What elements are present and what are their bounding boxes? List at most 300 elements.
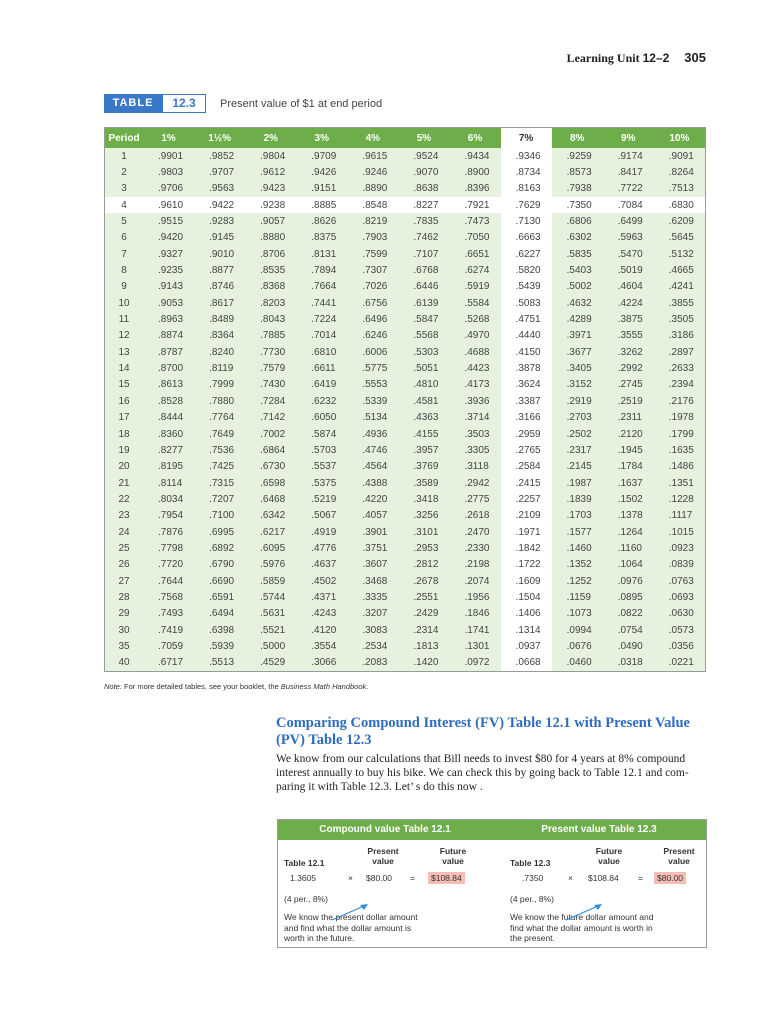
table-row — [105, 279, 706, 295]
table-row — [105, 524, 706, 540]
value-cell: .4057 — [347, 508, 398, 524]
value-cell: .0994 — [552, 622, 603, 638]
table-row — [105, 442, 706, 458]
value-cell: .9346 — [501, 148, 552, 164]
value-cell: .1160 — [603, 540, 654, 556]
value-cell: .7720 — [143, 557, 194, 573]
value-cell: .5019 — [603, 262, 654, 278]
value-cell: .3405 — [552, 360, 603, 376]
column-header: 7% — [501, 128, 552, 149]
value-cell: .9238 — [245, 197, 296, 213]
value-cell: .9707 — [194, 164, 245, 180]
left-future-value: $108.84 — [428, 872, 465, 884]
comparison-header — [278, 820, 706, 840]
value-cell: .8963 — [143, 311, 194, 327]
value-cell: .6496 — [347, 311, 398, 327]
value-cell: .3186 — [654, 328, 706, 344]
value-cell: .8163 — [501, 181, 552, 197]
value-cell: .1799 — [654, 426, 706, 442]
value-cell: .9327 — [143, 246, 194, 262]
column-header: 6% — [449, 128, 500, 149]
table-row — [105, 393, 706, 409]
value-cell: .6139 — [398, 295, 449, 311]
value-cell: .7462 — [398, 230, 449, 246]
value-cell: .6730 — [245, 459, 296, 475]
value-cell: .2502 — [552, 426, 603, 442]
value-cell: .2953 — [398, 540, 449, 556]
value-cell: .3256 — [398, 508, 449, 524]
value-cell: .9709 — [296, 148, 347, 164]
value-cell: .7513 — [654, 181, 706, 197]
value-cell: .0490 — [603, 638, 654, 654]
value-cell: .8131 — [296, 246, 347, 262]
value-cell: .4637 — [296, 557, 347, 573]
value-cell: .1703 — [552, 508, 603, 524]
column-header: 10% — [654, 128, 706, 149]
value-cell: .6690 — [194, 573, 245, 589]
right-equals: = — [638, 873, 643, 883]
value-cell: .7954 — [143, 508, 194, 524]
period-cell: 5 — [105, 213, 144, 229]
value-cell: .6499 — [603, 213, 654, 229]
value-cell: .7100 — [194, 508, 245, 524]
value-cell: .6419 — [296, 377, 347, 393]
value-cell: .6095 — [245, 540, 296, 556]
value-cell: .6717 — [143, 655, 194, 672]
value-cell: .3855 — [654, 295, 706, 311]
value-cell: .1813 — [398, 638, 449, 654]
value-cell: .6246 — [347, 328, 398, 344]
value-cell: .1971 — [501, 524, 552, 540]
value-cell: .0676 — [552, 638, 603, 654]
value-cell: .2897 — [654, 344, 706, 360]
value-cell: .0976 — [603, 573, 654, 589]
value-cell: .8203 — [245, 295, 296, 311]
value-cell: .3066 — [296, 655, 347, 672]
value-cell: .2584 — [501, 459, 552, 475]
value-cell: .3957 — [398, 442, 449, 458]
value-cell: .6598 — [245, 475, 296, 491]
value-cell: .6995 — [194, 524, 245, 540]
value-cell: .0839 — [654, 557, 706, 573]
value-cell: .2942 — [449, 475, 500, 491]
value-cell: .2074 — [449, 573, 500, 589]
period-cell: 6 — [105, 230, 144, 246]
value-cell: .7938 — [552, 181, 603, 197]
value-cell: .5976 — [245, 557, 296, 573]
value-cell: .8240 — [194, 344, 245, 360]
value-cell: .7722 — [603, 181, 654, 197]
value-cell: .2745 — [603, 377, 654, 393]
value-cell: .4423 — [449, 360, 500, 376]
value-cell: .1117 — [654, 508, 706, 524]
value-cell: .1159 — [552, 589, 603, 605]
value-cell: .2311 — [603, 410, 654, 426]
value-cell: .5339 — [347, 393, 398, 409]
table-row — [105, 589, 706, 605]
value-cell: .2257 — [501, 491, 552, 507]
value-cell: .5403 — [552, 262, 603, 278]
value-cell: .9174 — [603, 148, 654, 164]
value-cell: .2394 — [654, 377, 706, 393]
table-row — [105, 606, 706, 622]
value-cell: .2992 — [603, 360, 654, 376]
value-cell: .3083 — [347, 622, 398, 638]
value-cell: .0693 — [654, 589, 706, 605]
value-cell: .5835 — [552, 246, 603, 262]
value-cell: .2678 — [398, 573, 449, 589]
value-cell: .9615 — [347, 148, 398, 164]
value-cell: .2959 — [501, 426, 552, 442]
value-cell: .3624 — [501, 377, 552, 393]
value-cell: .0763 — [654, 573, 706, 589]
value-cell: .4120 — [296, 622, 347, 638]
value-cell: .2519 — [603, 393, 654, 409]
value-cell: .7425 — [194, 459, 245, 475]
value-cell: .3589 — [398, 475, 449, 491]
value-cell: .6342 — [245, 508, 296, 524]
value-cell: .6398 — [194, 622, 245, 638]
value-cell: .8277 — [143, 442, 194, 458]
value-cell: .6663 — [501, 230, 552, 246]
section-title: Comparing Compound Interest (FV) Table 12.1 with Present Value (PV) Table 12.3 — [276, 715, 690, 748]
value-cell: .4388 — [347, 475, 398, 491]
value-cell: .3769 — [398, 459, 449, 475]
value-cell: .8874 — [143, 328, 194, 344]
value-cell: .3468 — [347, 573, 398, 589]
value-cell: .6611 — [296, 360, 347, 376]
column-header: 4% — [347, 128, 398, 149]
column-header: 9% — [603, 128, 654, 149]
value-cell: .7568 — [143, 589, 194, 605]
value-cell: .8528 — [143, 393, 194, 409]
value-cell: .0221 — [654, 655, 706, 672]
value-cell: .3101 — [398, 524, 449, 540]
value-cell: .9053 — [143, 295, 194, 311]
value-cell: .0460 — [552, 655, 603, 672]
value-cell: .0895 — [603, 589, 654, 605]
table-row — [105, 246, 706, 262]
value-cell: .4155 — [398, 426, 449, 442]
value-cell: .7014 — [296, 328, 347, 344]
right-col-b: Present value — [663, 846, 695, 866]
right-explanation: We know the future dollar amount and find what the dollar amount is worth in the present. — [510, 912, 654, 943]
table-row — [105, 328, 706, 344]
value-cell: .2618 — [449, 508, 500, 524]
value-cell: .1842 — [501, 540, 552, 556]
period-cell: 7 — [105, 246, 144, 262]
value-cell: .1352 — [552, 557, 603, 573]
value-cell: .5134 — [347, 410, 398, 426]
value-cell: .6892 — [194, 540, 245, 556]
value-cell: .3207 — [347, 606, 398, 622]
value-cell: .9423 — [245, 181, 296, 197]
right-col-a: Future value — [595, 846, 623, 866]
value-cell: .1264 — [603, 524, 654, 540]
value-cell: .5859 — [245, 573, 296, 589]
value-cell: .6806 — [552, 213, 603, 229]
value-cell: .8700 — [143, 360, 194, 376]
value-cell: .8114 — [143, 475, 194, 491]
value-cell: .5775 — [347, 360, 398, 376]
value-cell: .6864 — [245, 442, 296, 458]
value-cell: .1252 — [552, 573, 603, 589]
table-row — [105, 360, 706, 376]
period-cell: 28 — [105, 589, 144, 605]
period-cell: 1 — [105, 148, 144, 164]
value-cell: .1839 — [552, 491, 603, 507]
value-cell: .1635 — [654, 442, 706, 458]
value-cell: .2633 — [654, 360, 706, 376]
period-cell: 20 — [105, 459, 144, 475]
column-header: 5% — [398, 128, 449, 149]
unit-label-text: Learning Unit — [566, 51, 640, 65]
value-cell: .6591 — [194, 589, 245, 605]
period-cell: 24 — [105, 524, 144, 540]
table-row — [105, 508, 706, 524]
value-cell: .9420 — [143, 230, 194, 246]
value-cell: .1504 — [501, 589, 552, 605]
table-note — [104, 682, 368, 691]
value-cell: .8219 — [347, 213, 398, 229]
table-row — [105, 213, 706, 229]
value-cell: .7876 — [143, 524, 194, 540]
value-cell: .6274 — [449, 262, 500, 278]
value-cell: .8573 — [552, 164, 603, 180]
value-cell: .7880 — [194, 393, 245, 409]
value-cell: .9057 — [245, 213, 296, 229]
value-cell: .8734 — [501, 164, 552, 180]
period-cell: 12 — [105, 328, 144, 344]
value-cell: .7579 — [245, 360, 296, 376]
column-header: 1½% — [194, 128, 245, 149]
value-cell: .1314 — [501, 622, 552, 638]
value-cell: .4970 — [449, 328, 500, 344]
value-cell: .5002 — [552, 279, 603, 295]
value-cell: .7130 — [501, 213, 552, 229]
value-cell: .5568 — [398, 328, 449, 344]
value-cell: .7430 — [245, 377, 296, 393]
value-cell: .5919 — [449, 279, 500, 295]
value-cell: .5631 — [245, 606, 296, 622]
period-cell: 14 — [105, 360, 144, 376]
period-cell: 16 — [105, 393, 144, 409]
value-cell: .7536 — [194, 442, 245, 458]
value-cell: .4224 — [603, 295, 654, 311]
value-cell: .0972 — [449, 655, 500, 672]
page-number: 305 — [684, 50, 706, 65]
right-period: (4 per., 8%) — [510, 894, 554, 904]
value-cell: .2145 — [552, 459, 603, 475]
value-cell: .3166 — [501, 410, 552, 426]
table-row — [105, 262, 706, 278]
table-row — [105, 540, 706, 556]
value-cell: .6050 — [296, 410, 347, 426]
value-cell: .7835 — [398, 213, 449, 229]
value-cell: .1460 — [552, 540, 603, 556]
value-cell: .2330 — [449, 540, 500, 556]
value-cell: .5703 — [296, 442, 347, 458]
period-cell: 10 — [105, 295, 144, 311]
period-cell: 9 — [105, 279, 144, 295]
value-cell: .2314 — [398, 622, 449, 638]
value-cell: .2198 — [449, 557, 500, 573]
value-cell: .7441 — [296, 295, 347, 311]
value-cell: .8880 — [245, 230, 296, 246]
value-cell: .7599 — [347, 246, 398, 262]
table-row — [105, 459, 706, 475]
value-cell: .5513 — [194, 655, 245, 672]
value-cell: .7903 — [347, 230, 398, 246]
left-col-a: Present value — [367, 846, 399, 866]
period-cell: 25 — [105, 540, 144, 556]
value-cell: .9434 — [449, 148, 500, 164]
value-cell: .3418 — [398, 491, 449, 507]
value-cell: .6227 — [501, 246, 552, 262]
value-cell: .7284 — [245, 393, 296, 409]
value-cell: .3878 — [501, 360, 552, 376]
value-cell: .0356 — [654, 638, 706, 654]
table-row — [105, 197, 706, 213]
value-cell: .4243 — [296, 606, 347, 622]
value-cell: .6232 — [296, 393, 347, 409]
value-cell: .5820 — [501, 262, 552, 278]
table-row — [105, 377, 706, 393]
value-cell: .6830 — [654, 197, 706, 213]
period-cell: 35 — [105, 638, 144, 654]
value-cell: .9070 — [398, 164, 449, 180]
value-cell: .3118 — [449, 459, 500, 475]
period-cell: 27 — [105, 573, 144, 589]
table-row — [105, 164, 706, 180]
value-cell: .4564 — [347, 459, 398, 475]
value-cell: .4604 — [603, 279, 654, 295]
value-cell: .3901 — [347, 524, 398, 540]
value-cell: .7921 — [449, 197, 500, 213]
value-cell: .4751 — [501, 311, 552, 327]
present-value-table — [104, 127, 706, 672]
table-body — [105, 148, 706, 672]
value-cell: .8195 — [143, 459, 194, 475]
value-cell: .8264 — [654, 164, 706, 180]
value-cell: .5645 — [654, 230, 706, 246]
value-cell: .3387 — [501, 393, 552, 409]
value-cell: .9145 — [194, 230, 245, 246]
value-cell: .8787 — [143, 344, 194, 360]
value-cell: .5083 — [501, 295, 552, 311]
value-cell: .8034 — [143, 491, 194, 507]
value-cell: .8877 — [194, 262, 245, 278]
value-cell: .2470 — [449, 524, 500, 540]
period-cell: 2 — [105, 164, 144, 180]
value-cell: .4665 — [654, 262, 706, 278]
value-cell: .2765 — [501, 442, 552, 458]
right-factor: .7350 — [522, 873, 544, 883]
right-multiply: × — [568, 873, 573, 883]
period-cell: 40 — [105, 655, 144, 672]
value-cell: .8885 — [296, 197, 347, 213]
value-cell: .5067 — [296, 508, 347, 524]
value-cell: .6810 — [296, 344, 347, 360]
value-cell: .5268 — [449, 311, 500, 327]
left-multiply: × — [348, 873, 353, 883]
value-cell: .1073 — [552, 606, 603, 622]
value-cell: .3971 — [552, 328, 603, 344]
table-row — [105, 311, 706, 327]
value-cell: .2775 — [449, 491, 500, 507]
value-cell: .7084 — [603, 197, 654, 213]
table-row — [105, 426, 706, 442]
value-cell: .8626 — [296, 213, 347, 229]
value-cell: .8119 — [194, 360, 245, 376]
value-cell: .1945 — [603, 442, 654, 458]
value-cell: .1978 — [654, 410, 706, 426]
value-cell: .4632 — [552, 295, 603, 311]
value-cell: .5470 — [603, 246, 654, 262]
value-cell: .4810 — [398, 377, 449, 393]
value-cell: .7059 — [143, 638, 194, 654]
value-cell: .9803 — [143, 164, 194, 180]
value-cell: .8368 — [245, 279, 296, 295]
value-cell: .7764 — [194, 410, 245, 426]
period-cell: 30 — [105, 622, 144, 638]
value-cell: .5051 — [398, 360, 449, 376]
column-header: 1% — [143, 128, 194, 149]
value-cell: .3875 — [603, 311, 654, 327]
period-cell: 22 — [105, 491, 144, 507]
value-cell: .9091 — [654, 148, 706, 164]
value-cell: .0923 — [654, 540, 706, 556]
table-row — [105, 491, 706, 507]
value-cell: .7885 — [245, 328, 296, 344]
period-cell: 21 — [105, 475, 144, 491]
value-cell: .8043 — [245, 311, 296, 327]
right-col-table: Table 12.3 — [510, 858, 551, 868]
value-cell: .1609 — [501, 573, 552, 589]
value-cell: .8548 — [347, 197, 398, 213]
value-cell: .0937 — [501, 638, 552, 654]
value-cell: .1846 — [449, 606, 500, 622]
value-cell: .6651 — [449, 246, 500, 262]
value-cell: .0754 — [603, 622, 654, 638]
value-cell: .2120 — [603, 426, 654, 442]
period-cell: 15 — [105, 377, 144, 393]
value-cell: .8900 — [449, 164, 500, 180]
value-cell: .8890 — [347, 181, 398, 197]
period-cell: 17 — [105, 410, 144, 426]
left-present-value: $80.00 — [366, 873, 392, 883]
value-cell: .6468 — [245, 491, 296, 507]
value-cell: .4220 — [347, 491, 398, 507]
value-cell: .2534 — [347, 638, 398, 654]
right-present-value: $80.00 — [654, 872, 686, 884]
value-cell: .9612 — [245, 164, 296, 180]
value-cell: .9524 — [398, 148, 449, 164]
period-cell: 18 — [105, 426, 144, 442]
value-cell: .4936 — [347, 426, 398, 442]
value-cell: .2551 — [398, 589, 449, 605]
table-row — [105, 295, 706, 311]
value-cell: .1406 — [501, 606, 552, 622]
note-label: Note: — [104, 682, 122, 691]
value-cell: .1502 — [603, 491, 654, 507]
value-cell: .6756 — [347, 295, 398, 311]
value-cell: .7207 — [194, 491, 245, 507]
value-cell: .7050 — [449, 230, 500, 246]
table-row — [105, 181, 706, 197]
value-cell: .5963 — [603, 230, 654, 246]
value-cell: .9422 — [194, 197, 245, 213]
